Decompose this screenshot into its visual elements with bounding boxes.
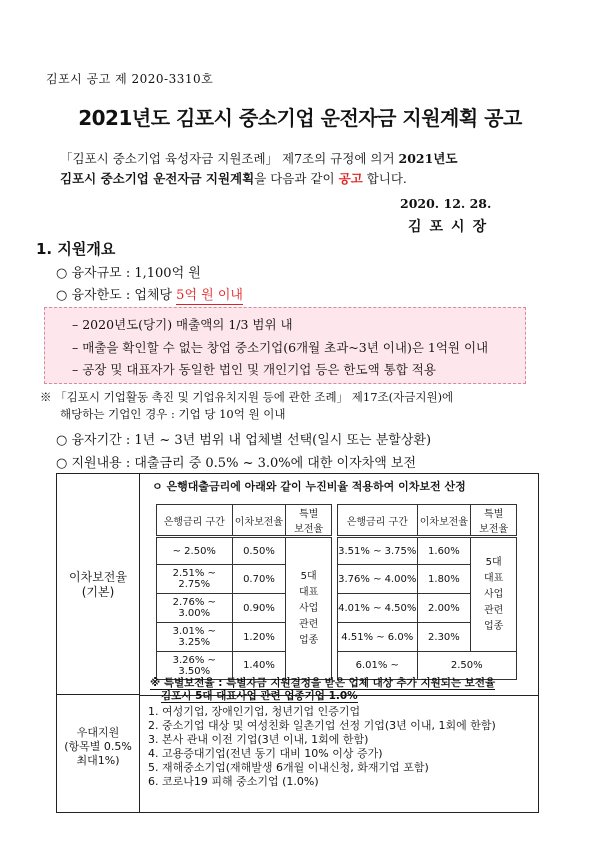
rate-cell: 1.60% [417, 537, 471, 565]
rate-table-left [156, 504, 332, 680]
issuer: 김포시장 [408, 219, 495, 235]
special-line: 사업 [483, 588, 504, 600]
intro-notice-word: 공고 [338, 171, 363, 186]
col-header-subsidy: 이차보전율 [417, 505, 471, 537]
header-line: 특별 [483, 509, 504, 520]
rate-range-cell: 4.51% ~ 6.0% [338, 623, 418, 652]
intro-line-2 [60, 169, 560, 189]
special-line: 관련 [299, 618, 319, 630]
preference-item: 2. 중소기업 대상 및 여성친화 일촌기업 선정 기업(3년 이내, 1회에 한함) [148, 719, 496, 732]
rate-range-cell: 2.51% ~ 2.75% [157, 565, 233, 594]
rate-range-cell: 3.76% ~ 4.00% [338, 565, 418, 594]
rate-cell: 2.00% [417, 594, 471, 623]
preference-item: 1. 여성기업, 장애인기업, 청년기업 인증기업 [148, 705, 361, 718]
special-rate-cell [471, 537, 517, 652]
rate-cell: 1.80% [417, 565, 471, 594]
intro-text: 합니다. [362, 171, 407, 186]
notice-date: 2020. 12. 28. [400, 196, 492, 211]
preferential-label [56, 726, 140, 768]
col-header-range: 은행금리 구간 [157, 505, 233, 537]
ordinance-note: ※ 「김포시 기업활동 촉진 및 기업유치지원 등에 관한 조례」 제17조(자금지원)에 [40, 390, 454, 404]
notice-number: 김포시 공고 제 2020-3310호 [46, 72, 214, 86]
label-line: 우대지원 [76, 726, 120, 739]
rate-range-cell: 2.76% ~ 3.00% [157, 594, 233, 623]
loan-limit-value: 5억 원 이내 [176, 288, 243, 303]
preference-item: 3. 본사 관내 이전 기업(3년 이내, 1회에 한함) [148, 733, 369, 746]
rate-range-cell: 4.01% ~ 4.50% [338, 594, 418, 623]
intro-plan-name: 김포시 중소기업 운전자금 지원계획 [60, 171, 255, 186]
special-rate-cell [286, 537, 332, 680]
col-header-subsidy: 이차보전율 [232, 505, 286, 537]
rate-cell: 0.70% [232, 565, 286, 594]
rate-range-cell: 6.01% ~ [338, 652, 418, 680]
basic-rate-label [56, 570, 140, 600]
col-header-range: 은행금리 구간 [338, 505, 418, 537]
special-line: 사업 [299, 602, 319, 614]
rate-table-right [337, 504, 517, 680]
loan-scale: ○ 융자규모 : 1,100억 원 [56, 266, 201, 281]
special-rate-note-detail [161, 688, 358, 703]
rate-cell: 2.50% [417, 652, 516, 680]
special-line: 5대 [300, 570, 317, 582]
preference-item: 6. 코로나19 피해 중소기업 (1.0%) [148, 775, 319, 788]
intro-text: 「김포시 중소기업 육성자금 지원조례」 제7조의 규정에 의거 [60, 151, 399, 166]
col-header-special [286, 505, 332, 537]
preference-item: 5. 재해중소기업(재해발생 6개월 이내신청, 화재기업 포함) [148, 761, 429, 774]
special-line: 업종 [299, 634, 319, 646]
header-line: 특별 [299, 509, 319, 520]
special-line: 업종 [483, 620, 504, 632]
header-line: 보전율 [294, 524, 324, 535]
intro-text: 을 다음과 같이 [254, 171, 339, 186]
special-line: 5대 [485, 556, 502, 568]
ordinance-note-detail: 해당하는 기업인 경우 : 기업 당 10억 원 이내 [60, 407, 286, 421]
label-line: (기본) [81, 585, 115, 599]
rate-range-cell: 3.26% ~ 3.50% [157, 652, 233, 680]
rate-cell: 0.90% [232, 594, 286, 623]
note-text: ※ 특별보전율 : 특별자금 지원결정을 받은 업체 대상 추가 지원되는 보전율 [150, 677, 496, 689]
rate-cell: 1.20% [232, 623, 286, 652]
loan-limit [56, 284, 243, 303]
preference-item: 4. 고용증대기업(전년 동기 대비 10% 이상 증가) [148, 747, 383, 760]
limit-detail-item: – 공장 및 대표자가 동일한 법인 및 개인기업 등은 한도액 통합 적용 [72, 362, 436, 377]
rate-cell: 2.30% [417, 623, 471, 652]
note-text: 김포시 5대 대표사업 관련 업종기업 1.0% [161, 690, 358, 702]
loan-limit-label: ○ 융자한도 : 업체당 [56, 288, 177, 303]
loan-period: ○ 융자기간 : 1년 ~ 3년 범위 내 업체별 선택(일시 또는 분할상환) [56, 433, 432, 448]
rate-range-cell: 3.51% ~ 3.75% [338, 537, 418, 565]
label-line: 최대1%) [76, 754, 120, 767]
col-header-special [471, 505, 517, 537]
intro-line-1 [60, 149, 560, 169]
rate-cell: 1.40% [232, 652, 286, 680]
bank-rate-header: ㅇ 은행대출금리에 아래와 같이 누진비율 적용하여 이차보전 산정 [152, 480, 466, 493]
section-title: 1. 지원개요 [36, 240, 116, 258]
header-line: 보전율 [479, 524, 509, 535]
rate-range-cell: 3.01% ~ 3.25% [157, 623, 233, 652]
label-line: (항목별 0.5% [64, 740, 132, 753]
rate-range-cell: ~ 2.50% [157, 537, 233, 565]
special-line: 대표 [483, 572, 504, 584]
special-line: 대표 [299, 586, 319, 598]
label-line: 이차보전율 [69, 570, 127, 584]
page-title: 2021년도 김포시 중소기업 운전자금 지원계획 공고 [78, 106, 522, 130]
support-content: ○ 지원내용 : 대출금리 중 0.5% ~ 3.0%에 대한 이자차액 보전 [56, 456, 417, 471]
limit-detail-item: – 매출을 확인할 수 없는 창업 중소기업(6개월 초과~3년 이내)은 1억원 이내 [72, 340, 489, 355]
special-line: 관련 [483, 604, 504, 616]
rate-cell: 0.50% [232, 537, 286, 565]
intro-year: 2021년도 [398, 151, 458, 166]
limit-detail-item: – 2020년도(당기) 매출액의 1/3 범위 내 [72, 317, 293, 332]
